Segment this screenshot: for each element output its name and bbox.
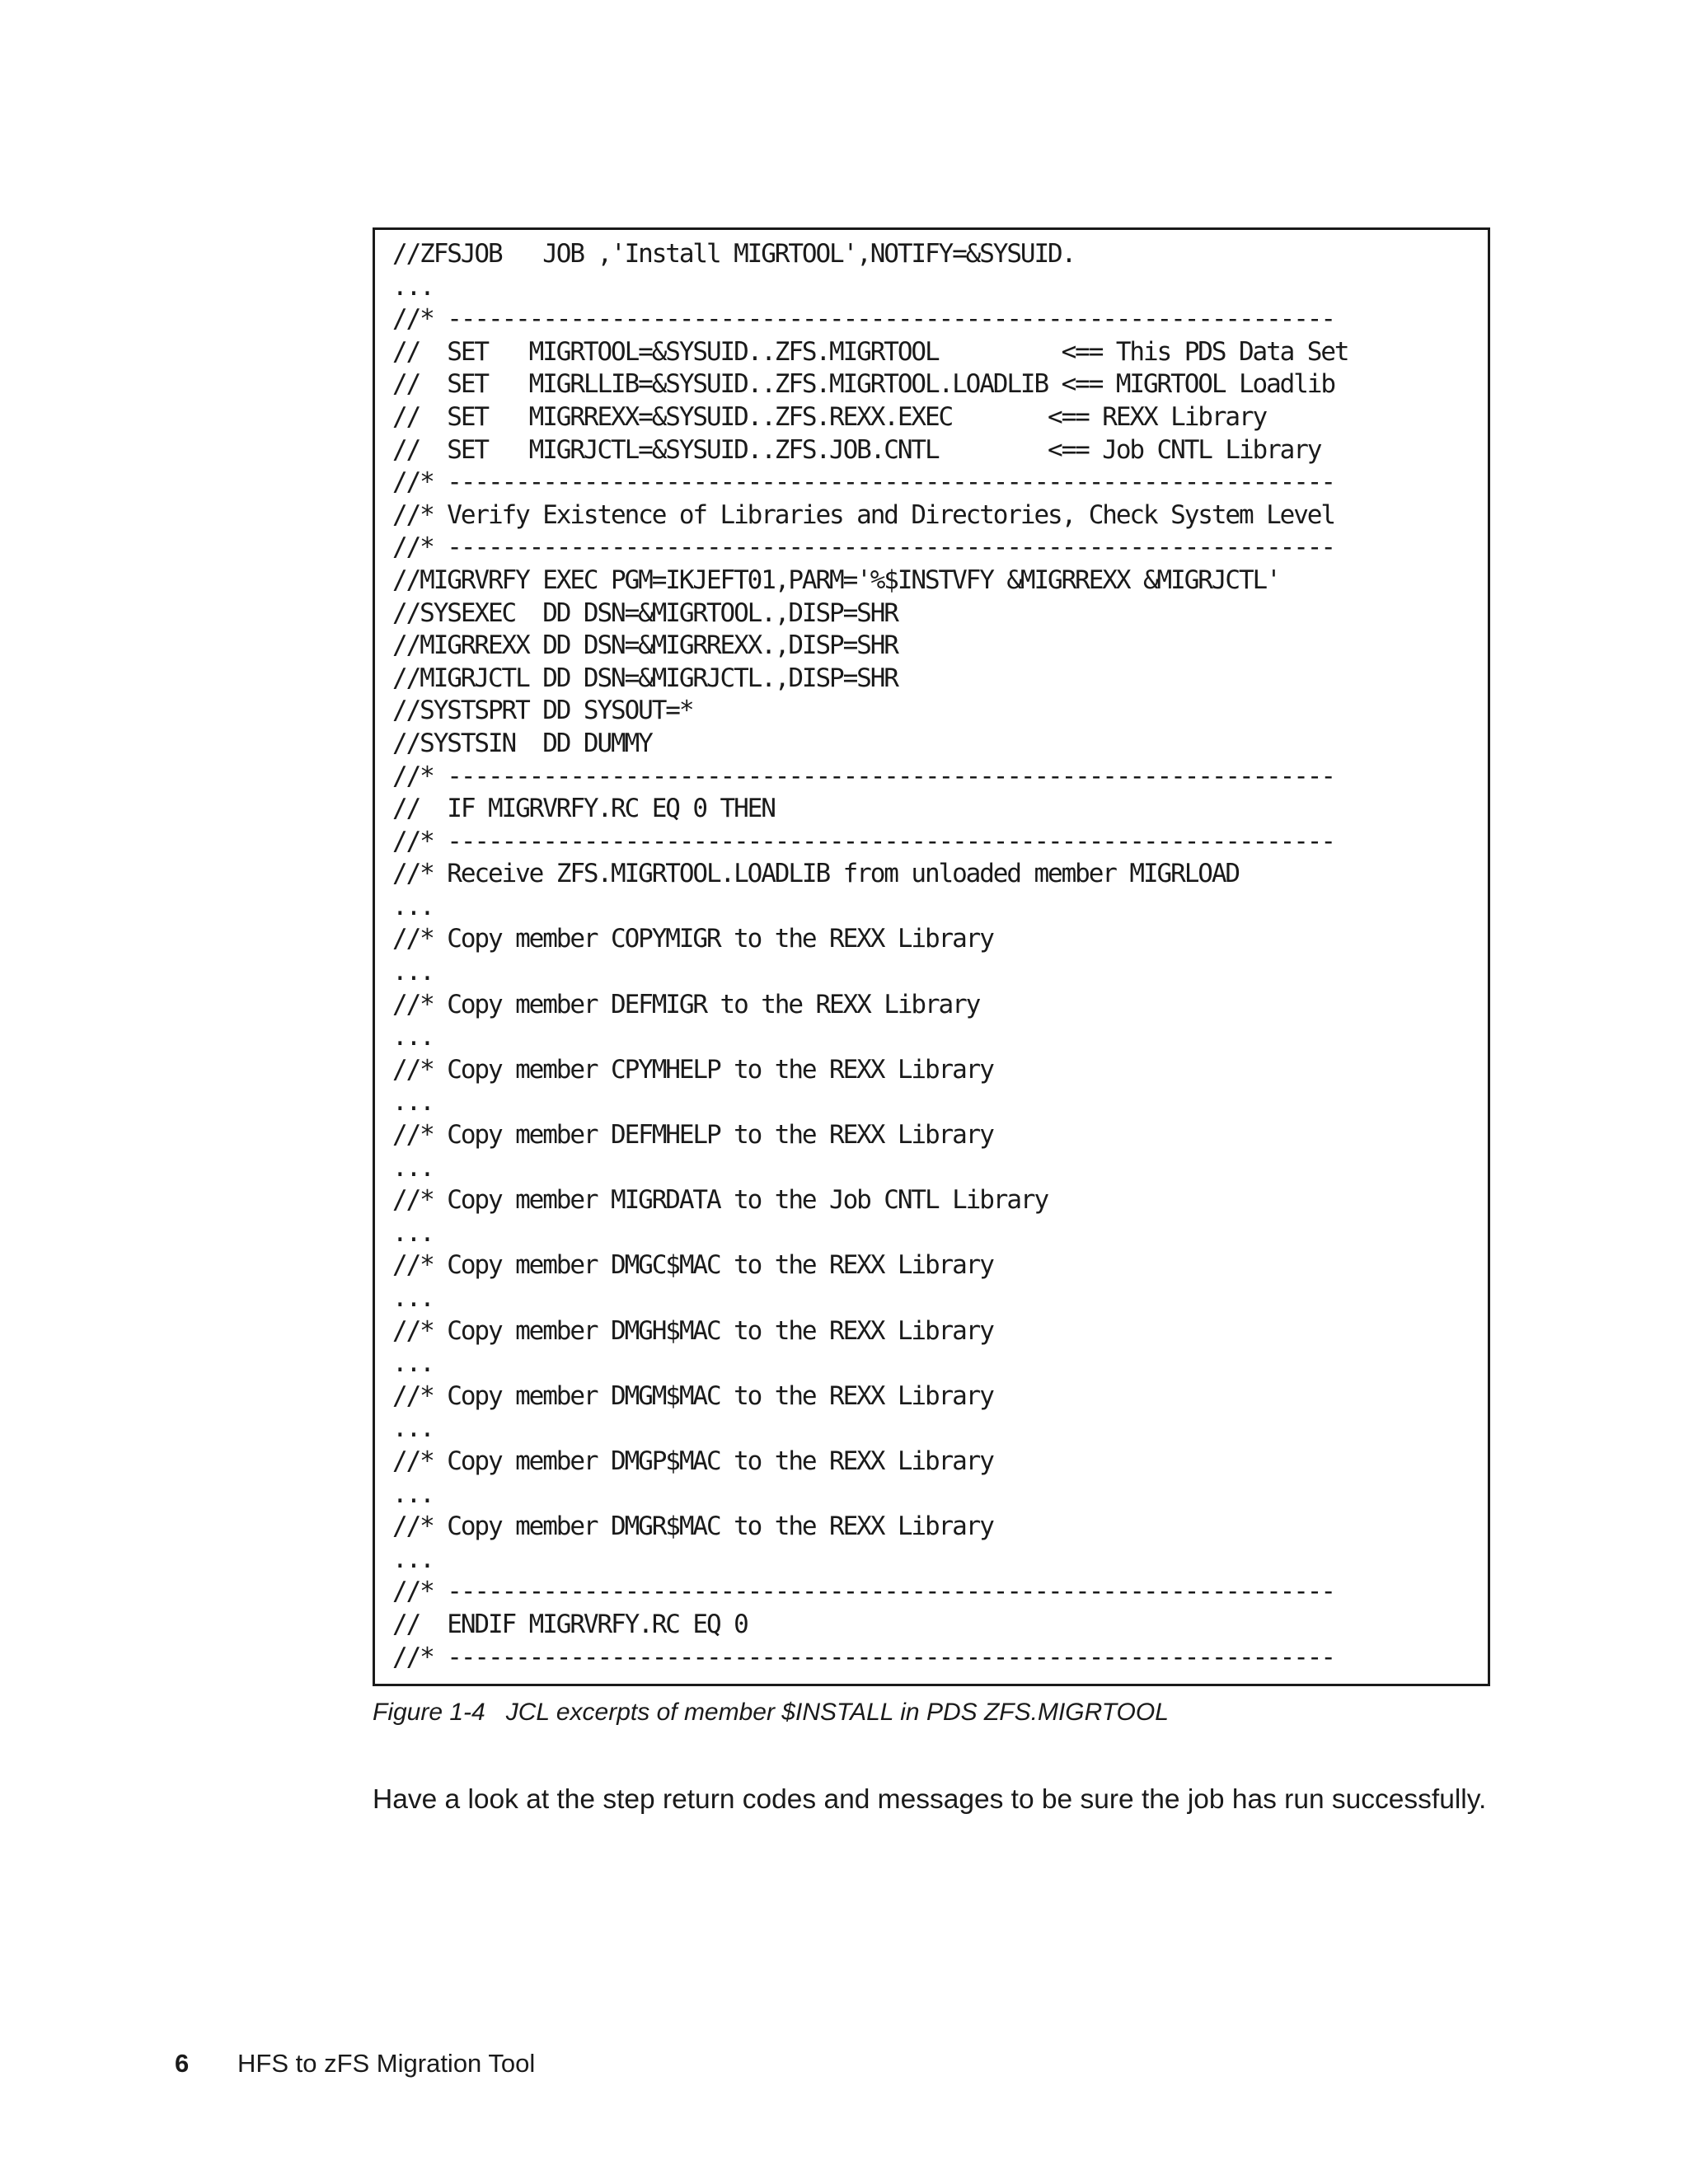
code-line: ... [392, 271, 434, 302]
code-line: ... [392, 1283, 434, 1313]
code-line: ... [392, 957, 434, 987]
code-line: //* Copy member DMGM$MAC to the REXX Library [392, 1380, 993, 1411]
page-number: 6 [175, 2049, 190, 2078]
code-line: ... [392, 891, 434, 921]
code-line: ... [392, 1087, 434, 1118]
code-line: ... [392, 1022, 434, 1052]
code-line: // IF MIGRVRFY.RC EQ 0 THEN [392, 794, 775, 824]
code-line: //* Copy member DMGC$MAC to the REXX Library [392, 1250, 993, 1281]
code-line: //* ----------------------------------------------------------------- [392, 761, 1334, 791]
code-line: //SYSTSPRT DD SYSOUT=* [392, 696, 693, 726]
code-line: //MIGRREXX DD DSN=&MIGRREXX.,DISP=SHR [392, 630, 898, 661]
code-line: //MIGRVRFY EXEC PGM=IKJEFT01,PARM='%$INSTVFY &MIGRREXX &MIGRJCTL' [392, 565, 1280, 595]
figure-caption: Figure 1-4 JCL excerpts of member $INSTALL in PDS ZFS.MIGRTOOL [373, 1699, 1169, 1726]
code-line: //* ----------------------------------------------------------------- [392, 304, 1334, 335]
code-line: //* Copy member MIGRDATA to the Job CNTL Library [392, 1185, 1048, 1216]
code-line: ... [392, 1479, 434, 1509]
code-line: //* Copy member DEFMHELP to the REXX Library [392, 1120, 993, 1151]
code-line: // ENDIF MIGRVRFY.RC EQ 0 [392, 1609, 748, 1639]
code-line: //ZFSJOB JOB ,'Install MIGRTOOL',NOTIFY=&SYSUID. [392, 239, 1076, 269]
code-line: //* Copy member DEFMIGR to the REXX Library [392, 989, 980, 1019]
code-line: //MIGRJCTL DD DSN=&MIGRJCTL.,DISP=SHR [392, 663, 898, 693]
code-listing [392, 238, 1348, 1674]
code-line: // SET MIGRREXX=&SYSUID..ZFS.REXX.EXEC <== REXX Library [392, 401, 1267, 432]
page-footer [175, 2047, 535, 2080]
code-line: //* Copy member DMGR$MAC to the REXX Library [392, 1511, 993, 1542]
code-line: ... [392, 1348, 434, 1379]
code-line: ... [392, 1544, 434, 1574]
body-paragraph: Have a look at the step return codes and messages to be sure the job has run successfully. [373, 1783, 1487, 1815]
book-title: HFS to zFS Migration Tool [237, 2049, 536, 2078]
code-line: //* Receive ZFS.MIGRTOOL.LOADLIB from unloaded member MIGRLOAD [392, 859, 1239, 889]
code-line: //* ----------------------------------------------------------------- [392, 826, 1334, 856]
code-line: //* ----------------------------------------------------------------- [392, 532, 1334, 563]
code-listing-box [373, 227, 1490, 1686]
code-line: //* ----------------------------------------------------------------- [392, 467, 1334, 498]
code-line: //* ----------------------------------------------------------------- [392, 1642, 1334, 1672]
code-line: //* Copy member DMGP$MAC to the REXX Library [392, 1446, 993, 1476]
code-line: ... [392, 1152, 434, 1183]
code-line: // SET MIGRTOOL=&SYSUID..ZFS.MIGRTOOL <== This PDS Data Set [392, 336, 1348, 367]
code-line: ... [392, 1217, 434, 1248]
code-line: ... [392, 1413, 434, 1444]
code-line: //* Copy member CPYMHELP to the REXX Library [392, 1054, 993, 1085]
code-line: // SET MIGRLLIB=&SYSUID..ZFS.MIGRTOOL.LOADLIB <== MIGRTOOL Loadlib [392, 369, 1334, 400]
code-line: //* ----------------------------------------------------------------- [392, 1577, 1334, 1607]
code-line: //* Copy member DMGH$MAC to the REXX Library [392, 1315, 993, 1346]
code-line: // SET MIGRJCTL=&SYSUID..ZFS.JOB.CNTL <== Job CNTL Library [392, 434, 1321, 465]
code-line: //* Verify Existence of Libraries and Directories, Check System Level [392, 499, 1334, 530]
code-line: //SYSEXEC DD DSN=&MIGRTOOL.,DISP=SHR [392, 598, 898, 628]
code-line: //* Copy member COPYMIGR to the REXX Library [392, 924, 993, 954]
code-line: //SYSTSIN DD DUMMY [392, 728, 652, 758]
